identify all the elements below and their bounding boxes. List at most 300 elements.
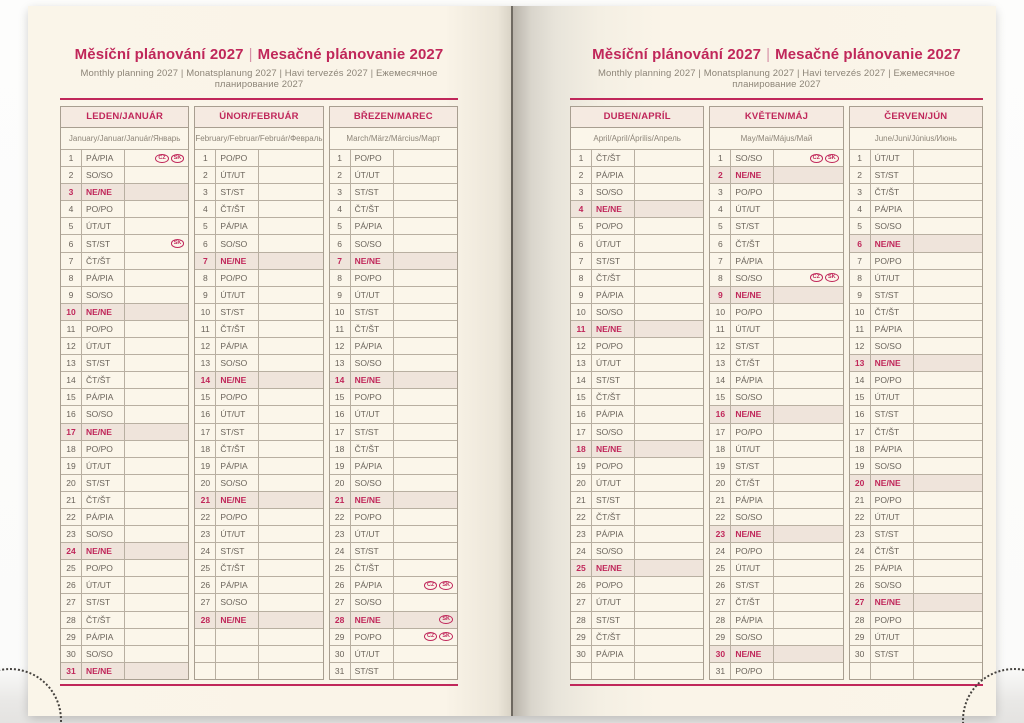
month-header: ÚNOR/FEBRUÁR — [195, 107, 322, 128]
day-number-cell: 11 — [710, 321, 731, 337]
day-notes-cell — [635, 253, 703, 269]
day-number-cell: 18 — [850, 441, 871, 457]
day-notes-cell — [125, 509, 188, 525]
day-notes-cell — [914, 475, 982, 491]
day-notes-cell — [914, 355, 982, 371]
page-subtitle: Monthly planning 2027 | Monatsplanung 2027 | Havi tervezés 2027 | Ежемесячное планирование 2027 — [597, 68, 956, 90]
day-number-cell: 18 — [571, 441, 592, 457]
day-abbr-cell: PÁ/PIA — [216, 338, 259, 354]
day-abbr-cell: ÚT/UT — [731, 321, 774, 337]
day-notes-cell — [125, 560, 188, 576]
day-number-cell: 6 — [710, 235, 731, 251]
day-abbr-cell: SO/SO — [82, 646, 125, 662]
day-notes-cell — [774, 560, 842, 576]
day-row — [710, 423, 842, 440]
day-notes-cell — [774, 167, 842, 183]
day-abbr-cell: ST/ST — [731, 338, 774, 354]
day-notes-cell — [914, 338, 982, 354]
day-notes-cell — [125, 629, 188, 645]
day-abbr-cell: ČT/ŠT — [351, 560, 394, 576]
day-row-sunday — [571, 440, 703, 457]
day-number-cell: 7 — [330, 253, 351, 269]
day-abbr-cell: PÁ/PIA — [592, 167, 635, 183]
day-abbr-cell: ČT/ŠT — [592, 509, 635, 525]
day-row — [571, 183, 703, 200]
day-notes-cell — [394, 543, 457, 559]
day-row — [330, 559, 457, 576]
day-row — [61, 593, 188, 610]
month-day-rows — [61, 150, 188, 679]
day-row-sunday — [710, 286, 842, 303]
day-row — [850, 559, 982, 576]
day-number-cell: 12 — [195, 338, 216, 354]
cz-holiday-icon: CZ — [424, 581, 437, 590]
day-row — [850, 320, 982, 337]
day-row — [195, 354, 322, 371]
day-abbr-cell: SO/SO — [731, 389, 774, 405]
day-number-cell: 6 — [195, 235, 216, 251]
day-abbr-cell: SO/SO — [871, 218, 914, 234]
day-row — [710, 628, 842, 645]
day-abbr-cell: ČT/ŠT — [592, 629, 635, 645]
day-number-cell: 22 — [61, 509, 82, 525]
day-number-cell: 14 — [61, 372, 82, 388]
day-number-cell: 21 — [195, 492, 216, 508]
day-row — [571, 166, 703, 183]
day-notes-cell — [635, 560, 703, 576]
day-row — [61, 371, 188, 388]
day-number-cell: 21 — [61, 492, 82, 508]
day-notes-cell — [394, 167, 457, 183]
page-title-slovak: Mesačné plánovanie 2027 — [257, 46, 444, 63]
day-notes-cell — [635, 167, 703, 183]
day-abbr-cell: PÁ/PIA — [592, 406, 635, 422]
day-number-cell: 23 — [195, 526, 216, 542]
day-abbr-cell: ČT/ŠT — [216, 201, 259, 217]
day-number-cell: 28 — [330, 612, 351, 628]
day-row — [850, 457, 982, 474]
day-abbr-cell: ÚT/UT — [351, 167, 394, 183]
day-row — [850, 611, 982, 628]
day-row — [330, 628, 457, 645]
day-notes-cell — [125, 235, 188, 251]
day-row-sunday — [330, 252, 457, 269]
day-notes-cell — [914, 235, 982, 251]
day-abbr-cell: NE/NE — [731, 526, 774, 542]
day-number-cell: 24 — [330, 543, 351, 559]
day-row — [330, 457, 457, 474]
day-notes-cell — [125, 577, 188, 593]
empty-day-row — [571, 662, 703, 679]
day-number-cell: 24 — [195, 543, 216, 559]
day-abbr-cell: PÁ/PIA — [351, 218, 394, 234]
day-abbr-cell: NE/NE — [592, 201, 635, 217]
day-row-sunday — [571, 200, 703, 217]
day-row — [571, 457, 703, 474]
day-abbr-cell: PO/PO — [731, 663, 774, 679]
day-number-cell: 4 — [850, 201, 871, 217]
day-row — [571, 423, 703, 440]
day-abbr-cell: NE/NE — [82, 184, 125, 200]
day-abbr-cell: SO/SO — [351, 475, 394, 491]
month-table — [329, 106, 458, 680]
day-number-cell: 28 — [195, 612, 216, 628]
day-notes-cell — [259, 424, 322, 440]
day-abbr-cell: ST/ST — [351, 424, 394, 440]
day-row — [61, 611, 188, 628]
day-notes-cell — [774, 577, 842, 593]
day-number-cell: 17 — [850, 424, 871, 440]
sk-holiday-icon: SK — [825, 273, 839, 282]
day-notes-cell — [774, 355, 842, 371]
day-notes-cell — [774, 406, 842, 422]
day-notes-cell — [259, 218, 322, 234]
day-notes-cell — [259, 372, 322, 388]
day-abbr-cell: ÚT/UT — [731, 201, 774, 217]
cz-holiday-icon: CZ — [810, 273, 823, 282]
day-number-cell: 19 — [330, 458, 351, 474]
day-notes-cell — [259, 441, 322, 457]
day-notes-cell — [914, 406, 982, 422]
day-notes-cell — [914, 526, 982, 542]
day-row-sunday — [195, 491, 322, 508]
day-notes-cell — [914, 577, 982, 593]
day-number-cell: 18 — [710, 441, 731, 457]
title-separator: | — [248, 46, 253, 63]
day-notes-cell — [914, 372, 982, 388]
day-row — [571, 628, 703, 645]
day-notes-cell — [394, 218, 457, 234]
day-notes-cell — [635, 475, 703, 491]
day-row — [61, 440, 188, 457]
day-number-cell: 21 — [330, 492, 351, 508]
empty-day-row — [195, 662, 322, 679]
day-abbr-cell: PO/PO — [82, 560, 125, 576]
day-number-cell: 26 — [850, 577, 871, 593]
day-row — [330, 234, 457, 251]
day-row — [850, 645, 982, 662]
day-notes-cell — [774, 663, 842, 679]
day-row — [710, 491, 842, 508]
day-notes-cell — [914, 509, 982, 525]
day-abbr-cell: SO/SO — [351, 235, 394, 251]
day-notes-cell — [635, 509, 703, 525]
day-row — [61, 217, 188, 234]
day-row — [61, 474, 188, 491]
day-abbr-cell: ST/ST — [871, 406, 914, 422]
day-notes-cell — [914, 201, 982, 217]
title-separator: | — [766, 46, 771, 63]
day-number-cell: 28 — [850, 612, 871, 628]
day-number-cell: 29 — [710, 629, 731, 645]
day-number-cell: 7 — [571, 253, 592, 269]
day-row — [850, 628, 982, 645]
day-number-cell: 7 — [850, 253, 871, 269]
day-abbr-cell: SO/SO — [82, 526, 125, 542]
day-row — [710, 320, 842, 337]
day-row-sunday — [330, 371, 457, 388]
day-notes-cell — [635, 646, 703, 662]
day-row — [710, 200, 842, 217]
day-notes-cell — [125, 201, 188, 217]
day-number-cell: 13 — [61, 355, 82, 371]
day-notes-cell — [774, 184, 842, 200]
day-row — [195, 217, 322, 234]
day-row — [61, 269, 188, 286]
month-table — [570, 106, 704, 680]
day-notes-cell — [635, 492, 703, 508]
day-notes-cell — [125, 663, 188, 679]
day-row — [61, 354, 188, 371]
day-notes-cell — [125, 184, 188, 200]
month-subheader: June/Juni/Június/Июнь — [850, 128, 982, 150]
day-number-cell: 9 — [850, 287, 871, 303]
day-abbr-cell: PÁ/PIA — [82, 509, 125, 525]
day-notes-cell — [259, 406, 322, 422]
day-row — [571, 474, 703, 491]
day-abbr-cell: ST/ST — [216, 543, 259, 559]
day-abbr-cell: ÚT/UT — [351, 646, 394, 662]
day-notes-cell — [394, 441, 457, 457]
day-abbr-cell: PO/PO — [351, 389, 394, 405]
day-number-cell: 8 — [850, 270, 871, 286]
open-diary-book — [28, 6, 996, 716]
day-abbr-cell: NE/NE — [871, 475, 914, 491]
day-row — [571, 337, 703, 354]
month-subheader: May/Mai/Május/Май — [710, 128, 842, 150]
page-title-czech: Měsíční plánování 2027 — [74, 46, 244, 63]
day-abbr-cell: NE/NE — [731, 287, 774, 303]
day-notes-cell — [394, 475, 457, 491]
day-number-cell: 12 — [61, 338, 82, 354]
day-row — [195, 200, 322, 217]
day-row — [571, 491, 703, 508]
day-notes-cell — [394, 560, 457, 576]
day-row-sunday — [330, 491, 457, 508]
day-notes-cell — [635, 270, 703, 286]
day-row — [195, 508, 322, 525]
sk-holiday-icon: SK — [171, 239, 185, 248]
day-number-cell: 13 — [195, 355, 216, 371]
day-row — [61, 405, 188, 422]
day-row-sunday — [571, 559, 703, 576]
day-number-cell: 15 — [61, 389, 82, 405]
day-number-cell: 22 — [850, 509, 871, 525]
day-number-cell: 24 — [571, 543, 592, 559]
day-abbr-cell: NE/NE — [82, 424, 125, 440]
day-row — [195, 474, 322, 491]
day-number-cell: 2 — [61, 167, 82, 183]
day-row — [710, 474, 842, 491]
day-notes-cell — [914, 663, 982, 679]
day-number-cell: 13 — [850, 355, 871, 371]
day-number-cell: 8 — [330, 270, 351, 286]
day-notes-cell — [914, 218, 982, 234]
day-row — [571, 252, 703, 269]
month-subheader: March/März/Március/Март — [330, 128, 457, 150]
day-notes-cell — [394, 253, 457, 269]
day-number-cell: 5 — [850, 218, 871, 234]
day-notes-cell — [259, 560, 322, 576]
month-table — [60, 106, 189, 680]
day-row — [850, 183, 982, 200]
day-number-cell: 1 — [850, 150, 871, 166]
day-notes-cell — [125, 543, 188, 559]
day-number-cell: 18 — [330, 441, 351, 457]
day-abbr-cell: NE/NE — [216, 612, 259, 628]
months-row-left — [60, 106, 458, 680]
day-number-cell: 30 — [850, 646, 871, 662]
day-row — [195, 423, 322, 440]
day-notes-cell — [914, 321, 982, 337]
day-notes-cell — [635, 543, 703, 559]
day-number-cell: 4 — [61, 201, 82, 217]
day-abbr-cell: SO/SO — [592, 184, 635, 200]
day-number-cell: 15 — [330, 389, 351, 405]
day-number-cell: 16 — [850, 406, 871, 422]
day-abbr-cell: NE/NE — [731, 167, 774, 183]
day-number-cell: 8 — [571, 270, 592, 286]
day-number-cell: 6 — [330, 235, 351, 251]
day-row — [850, 491, 982, 508]
day-abbr-cell: SO/SO — [216, 475, 259, 491]
day-number-cell: 22 — [571, 509, 592, 525]
day-number-cell: 11 — [850, 321, 871, 337]
day-notes-cell — [774, 218, 842, 234]
day-row — [710, 611, 842, 628]
day-number-cell: 28 — [571, 612, 592, 628]
day-number-cell: 28 — [61, 612, 82, 628]
day-number-cell: 31 — [330, 663, 351, 679]
day-notes-cell — [125, 594, 188, 610]
day-abbr-cell: ST/ST — [82, 475, 125, 491]
day-row — [330, 593, 457, 610]
day-row — [195, 303, 322, 320]
day-abbr-cell: ST/ST — [592, 372, 635, 388]
day-notes-cell — [914, 594, 982, 610]
day-number-cell: 31 — [710, 663, 731, 679]
day-notes-cell — [914, 441, 982, 457]
day-abbr-cell: ST/ST — [216, 304, 259, 320]
day-number-cell: 26 — [61, 577, 82, 593]
day-abbr-cell: NE/NE — [351, 253, 394, 269]
day-abbr-cell: ČT/ŠT — [871, 184, 914, 200]
day-row-sunday — [850, 593, 982, 610]
day-notes-cell — [259, 543, 322, 559]
day-abbr-cell: ČT/ŠT — [871, 304, 914, 320]
day-abbr-cell: ČT/ŠT — [216, 560, 259, 576]
day-notes-cell — [394, 235, 457, 251]
day-row — [850, 388, 982, 405]
day-number-cell: 23 — [850, 526, 871, 542]
day-row — [61, 234, 188, 251]
day-row — [710, 183, 842, 200]
day-abbr-cell: PO/PO — [82, 441, 125, 457]
top-rule — [570, 98, 983, 100]
day-abbr-cell: ST/ST — [592, 492, 635, 508]
day-notes-cell — [914, 560, 982, 576]
day-number-cell: 26 — [710, 577, 731, 593]
day-abbr-cell: ÚT/UT — [82, 458, 125, 474]
day-abbr-cell: PÁ/PIA — [731, 372, 774, 388]
day-notes-cell — [635, 424, 703, 440]
day-row — [571, 217, 703, 234]
day-abbr-cell: ST/ST — [351, 304, 394, 320]
day-number-cell: 27 — [850, 594, 871, 610]
day-row — [710, 337, 842, 354]
day-row — [850, 252, 982, 269]
day-row — [710, 388, 842, 405]
day-number-cell: 3 — [571, 184, 592, 200]
day-number-cell: 30 — [571, 646, 592, 662]
day-abbr-cell: ÚT/UT — [592, 594, 635, 610]
day-notes-cell — [774, 612, 842, 628]
day-notes-cell — [125, 389, 188, 405]
day-abbr-cell: PÁ/PIA — [82, 389, 125, 405]
day-row — [850, 508, 982, 525]
day-number-cell: 6 — [850, 235, 871, 251]
day-abbr-cell: PÁ/PIA — [592, 526, 635, 542]
day-row — [710, 269, 842, 286]
day-row-sunday — [710, 645, 842, 662]
day-row — [195, 525, 322, 542]
day-number-cell: 1 — [330, 150, 351, 166]
day-row — [850, 525, 982, 542]
day-number-cell: 19 — [571, 458, 592, 474]
day-number-cell: 16 — [710, 406, 731, 422]
day-row — [571, 269, 703, 286]
day-number-cell: 4 — [710, 201, 731, 217]
month-header: BŘEZEN/MAREC — [330, 107, 457, 128]
day-row — [710, 542, 842, 559]
day-notes-cell — [774, 629, 842, 645]
day-abbr-cell: ČT/ŠT — [216, 441, 259, 457]
sk-holiday-icon: SK — [439, 632, 453, 641]
day-number-cell: 15 — [195, 389, 216, 405]
day-abbr-cell: ÚT/UT — [82, 338, 125, 354]
day-notes-cell — [914, 612, 982, 628]
cz-holiday-icon: CZ — [424, 632, 437, 641]
day-number-cell: 1 — [710, 150, 731, 166]
day-notes-cell — [774, 441, 842, 457]
day-abbr-cell: ST/ST — [871, 167, 914, 183]
day-notes-cell — [774, 646, 842, 662]
page-left — [28, 6, 512, 716]
day-notes-cell — [914, 424, 982, 440]
day-notes-cell — [394, 321, 457, 337]
day-row — [330, 474, 457, 491]
month-header: KVĚTEN/MÁJ — [710, 107, 842, 128]
day-row — [710, 303, 842, 320]
day-row — [330, 662, 457, 679]
day-notes-cell — [259, 629, 322, 645]
day-abbr-cell: ČT/ŠT — [216, 321, 259, 337]
day-row — [195, 576, 322, 593]
day-abbr-cell: PÁ/PIA — [871, 321, 914, 337]
day-row — [330, 645, 457, 662]
day-notes-cell — [394, 372, 457, 388]
day-notes-cell — [125, 218, 188, 234]
day-row-sunday — [61, 542, 188, 559]
day-abbr-cell: PO/PO — [592, 338, 635, 354]
day-row — [850, 337, 982, 354]
day-row — [195, 559, 322, 576]
day-number-cell: 10 — [195, 304, 216, 320]
day-notes-cell — [635, 201, 703, 217]
page-title-slovak: Mesačné plánovanie 2027 — [775, 46, 961, 63]
day-abbr-cell: NE/NE — [216, 253, 259, 269]
day-notes-cell — [914, 184, 982, 200]
